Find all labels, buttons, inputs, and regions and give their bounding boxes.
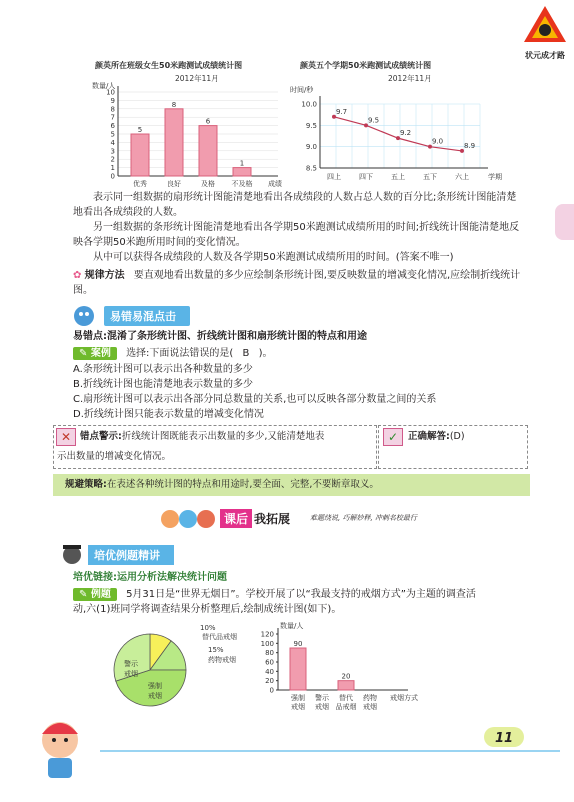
side-tab (555, 204, 574, 240)
chart2-data-label: 9.7 (336, 107, 348, 116)
page-number: 11 (494, 731, 514, 746)
chart4-ylabel: 数量/人 (280, 622, 304, 630)
chart2-xlabel: 学期 (488, 173, 502, 181)
chart1-data-label: 6 (205, 117, 211, 126)
chart1-ytick: 3 (110, 147, 115, 156)
chart4-xlabel: 戒烟方式 (390, 694, 418, 702)
chart4-bar (338, 681, 354, 690)
flower-icon: ✿ (73, 270, 82, 281)
chart4-ytick: 20 (265, 677, 274, 686)
example-text2: 动,六(1)班同学将调查结果分析整理后,绘制成统计图(如下)。 (73, 604, 342, 615)
chart4-ytick: 80 (265, 649, 274, 658)
chart2-series-line (334, 117, 462, 151)
chart2-xtick: 四上 (327, 173, 341, 181)
option-d: D.折线统计图只能表示数量的增减变化情况 (73, 409, 264, 420)
chart1-xtick: 不及格 (231, 180, 253, 188)
chart1-xtick: 良好 (167, 180, 181, 188)
ext-title: 我拓展 (254, 512, 291, 526)
chart3-slice-name: 强制 (148, 682, 162, 690)
chart2-title: 颜英五个学期50米跑测试成绩统计图 (300, 61, 432, 70)
case-label: ✎ 案例 (73, 347, 117, 360)
peiyou-title: 培优例题精讲 (88, 545, 174, 565)
chart3-value-label: 15% (208, 646, 224, 654)
warn-icon: ✕ (56, 428, 76, 446)
option-b: B.折线统计图也能清楚地表示数量的多少 (73, 379, 254, 390)
chart1-ytick: 2 (110, 155, 115, 164)
chart1-xtick: 及格 (201, 180, 215, 188)
chart1-data-label: 5 (137, 126, 143, 134)
rule-block (73, 268, 525, 298)
chart2-date: 2012年11月 (388, 74, 432, 83)
correct-answer: (D) (449, 431, 465, 442)
chart2-data-label: 8.9 (464, 141, 476, 150)
chart1-xlabel: 成绩 (268, 180, 282, 188)
chart2-ytick: 10.0 (301, 100, 317, 109)
para-1: 表示同一组数据的扇形统计图能清楚地看出各成绩段的人数占总人数的百分比;条形统计图能清楚地看出各成绩段的人数。 (73, 192, 517, 218)
avoid-label: 规避策略: (65, 479, 107, 490)
kids-icon (158, 507, 218, 531)
check-icon: ✓ (383, 428, 403, 446)
para-3: 从中可以获得各成绩段的人数及各学期50米跑测试成绩所用的时间。(答案不唯一) (93, 252, 454, 263)
chart2-data-label: 9.5 (368, 116, 380, 125)
footer-line (100, 750, 560, 752)
chart4-xtick: 戒烟 (291, 703, 305, 711)
case-line (73, 346, 533, 361)
chart2-xtick: 五下 (423, 173, 437, 181)
ext-subtitle: 难题绕说, 巧解妙释, 冲刺名校最行 (310, 514, 417, 522)
chart1-ylabel: 数量/人 (92, 82, 116, 90)
rule-label: 规律方法 (84, 270, 125, 281)
chart3-value-label: 10% (200, 624, 216, 632)
yicuo-point: 易错点:混淆了条形统计图、折线统计图和扇形统计图的特点和用途 (73, 331, 367, 342)
chart4-xtick: 戒烟 (315, 703, 329, 711)
peiyou-header (60, 542, 220, 566)
chart4-xtick: 戒烟 (363, 703, 377, 711)
chart4-data-label: 20 (341, 672, 351, 681)
chart4-bar (290, 648, 306, 690)
mascot-footer-icon (30, 712, 90, 782)
chart1-ytick: 10 (106, 88, 115, 97)
case-answer: B (242, 348, 250, 359)
correct-label: 正确解答: (408, 431, 450, 442)
example-label: ✎ 例题 (73, 588, 117, 601)
case-question: 选择:下面说法错误的是( (126, 348, 234, 359)
extension-header (158, 507, 538, 531)
warn-label: 错点警示: (80, 431, 122, 442)
mascot-icon (70, 304, 100, 328)
chart1-ytick: 4 (110, 138, 115, 147)
case-end: )。 (258, 348, 273, 359)
avoid-text: 在表述各种统计图的特点和用途时,要全面、完整,不要断章取义。 (106, 479, 379, 490)
chart1-ytick: 6 (110, 122, 115, 131)
chart2-ytick: 8.5 (305, 164, 317, 173)
peiyou-link: 培优链接:运用分析法解决统计问题 (73, 572, 227, 583)
chart1-ytick: 8 (110, 105, 115, 114)
chart4-xtick: 药物 (363, 694, 377, 702)
chart3-pie (110, 620, 270, 720)
chart1-bar (131, 134, 149, 176)
chart1-ytick: 5 (110, 130, 115, 139)
chart1-xtick: 优秀 (133, 180, 147, 188)
chart1-data-label: 1 (239, 159, 245, 168)
ext-box: 课后 (220, 509, 252, 528)
chart4-ytick: 40 (265, 667, 274, 676)
option-a: A.条形统计图可以表示出各种数量的多少 (73, 364, 253, 375)
chart1-ytick: 1 (110, 164, 115, 173)
chart1-date: 2012年11月 (175, 74, 219, 83)
chart3-slice-name: 替代品戒烟 (202, 633, 237, 641)
chart4-ytick: 60 (265, 658, 274, 667)
chart2-ytick: 9.5 (305, 121, 317, 130)
logo (520, 4, 570, 60)
para-2: 另一组数据的条形统计图能清楚地看出各学期50米跑测试成绩所用的时间;折线统计图能清楚地反映各学期50米跑所用时间的变化情况。 (73, 222, 520, 248)
chart1-title: 颜英所在班级女生50米跑测试成绩统计图 (95, 61, 243, 70)
chart4-xtick: 替代 (339, 694, 353, 702)
chart1-bar (90, 80, 290, 190)
chart2-xtick: 四下 (359, 173, 373, 181)
chart2-data-label: 9.2 (400, 129, 412, 138)
yicuo-title: 易错易混点击 (104, 306, 190, 326)
chart4-data-label: 90 (293, 640, 303, 648)
chart4-ytick: 100 (260, 639, 274, 648)
warn-line1 (80, 429, 324, 444)
rule-text: 要直观地看出数量的多少应绘制条形统计图,要反映数量的增减变化情况,应绘制折线统计图。 (73, 270, 521, 296)
chart4-xtick: 强制 (291, 694, 305, 702)
chart1-ytick: 7 (110, 113, 115, 122)
chart2-data-label: 9.0 (432, 137, 444, 146)
chart3-slice-name: 戒烟 (124, 670, 138, 678)
warn-text1: 折线统计图既能表示出数量的多少,又能清楚地表 (121, 431, 325, 442)
correct-line (408, 429, 465, 444)
logo-text: 状元成才路 (525, 51, 565, 60)
chart1-ytick: 9 (110, 96, 115, 105)
chart1-bar (199, 126, 217, 176)
logo-icon (520, 4, 570, 46)
chart2-ylabel: 时间/秒 (290, 86, 314, 94)
chart4-xtick: 警示 (315, 694, 329, 702)
chart4-xtick: 品戒烟 (335, 703, 357, 711)
chart4-bar (252, 620, 492, 720)
chart3-slice-name: 药物戒烟 (208, 656, 236, 664)
teacher-icon (60, 542, 86, 566)
options (73, 362, 533, 422)
chart3-slice-name: 戒烟 (148, 692, 162, 700)
explanation (73, 190, 525, 265)
chart2-xtick: 五上 (391, 173, 405, 181)
chart3-slice-name: 警示 (124, 660, 138, 668)
chart4-ytick: 0 (269, 686, 274, 695)
warn-text2: 示出数量的增减变化情况。 (57, 451, 172, 462)
chart1-bar (233, 168, 251, 176)
chart2-line (288, 80, 518, 190)
chart2-xtick: 六上 (455, 173, 469, 181)
example-block (73, 587, 529, 617)
chart1-data-label: 8 (171, 100, 177, 109)
chart2-ytick: 9.0 (305, 143, 317, 152)
example-text1: 5月31日是“世界无烟日”。学校开展了以“我最支持的戒烟方式”为主题的调查活 (126, 589, 476, 600)
yicuo-header (70, 304, 210, 326)
avoid-bar (53, 474, 530, 496)
chart1-bar (165, 109, 183, 176)
chart4-ytick: 120 (260, 630, 274, 639)
option-c: C.扇形统计图可以表示出各部分同总数量的关系,也可以反映各部分数量之间的关系 (73, 394, 437, 405)
mascot-footer (30, 712, 90, 782)
page-number-badge (484, 727, 524, 747)
chart1-ytick: 0 (110, 172, 115, 181)
